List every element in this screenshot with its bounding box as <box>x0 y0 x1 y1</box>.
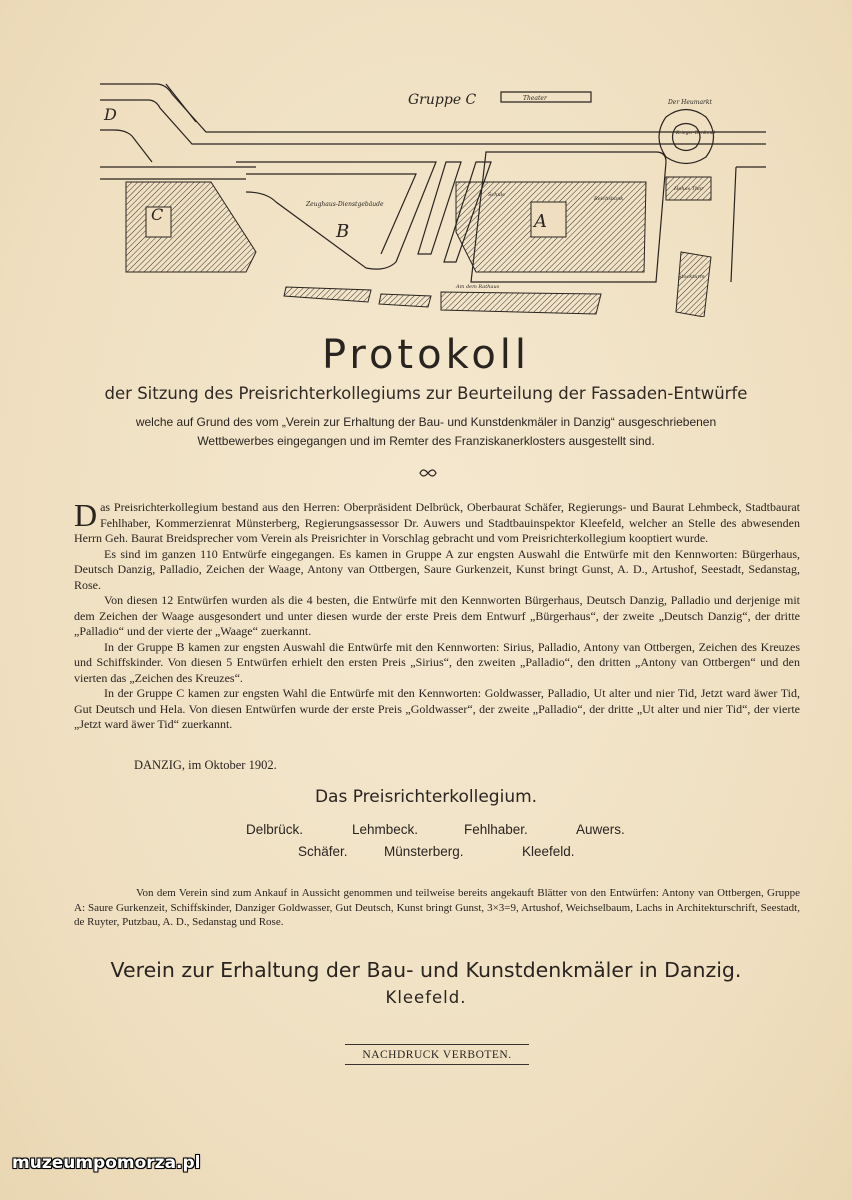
association-name: Verein zur Erhaltung der Bau- und Kunstdenkmäler in Danzig. <box>110 958 742 982</box>
body-paragraph-1-text: as Preisrichterkollegium bestand aus den Herren: Oberpräsident Delbrück, Oberbaurat Schäfer, Regierungs- und Baurat Lehmbeck, Stadtbaurat Fehlhaber, Kommerzienrat Münsterberg, Regierungsassessor Dr. Auwers und Stadtbauinspektor Kleefeld, welcher an Stelle des abwesenden Herrn Geh. Baurat Breidsprecher vom Verein als Preisrichter in Vorschlag gebracht und vom Preisrichterkollegium kooptiert wurde. <box>74 500 800 545</box>
map-label-krieger-denkmal: Krieger-Denkmal <box>676 131 716 136</box>
intro-text <box>110 413 742 451</box>
signature-name: Delbrück. <box>246 822 304 837</box>
signature-name: Lehmbeck. <box>352 822 419 837</box>
map-label-schule: Schule <box>488 192 506 198</box>
watermark: muzeumpomorza.pl <box>12 1153 201 1173</box>
body-paragraph-3: Von diesen 12 Entwürfen wurden als die 4 besten, die Entwürfe mit den Kennworten Bürgerhaus, Deutsch Danzig, Palladio und derjenige mit dem Zeichen der Waage ausgesondert und unter diesen wurde der erste Preis dem Entwurf „Bürgerhaus“, der zweite „Deutsch Danzig“, der dritte „Palladio“ und der vierte der „Waage“ zuerkannt. <box>74 593 800 638</box>
map-label-zeughaus: Zeughaus-Dienstgebäude <box>306 201 384 208</box>
signature-name: Münsterberg. <box>384 844 464 859</box>
intro-line-2: Wettbewerbes eingegangen und im Remter des Franziskanerklosters ausgestellt sind. <box>197 434 655 448</box>
map-label-c: C <box>151 205 164 224</box>
page-subtitle: der Sitzung des Preisrichterkollegiums zur Beurteilung der Fassaden-Entwürfe <box>104 384 748 403</box>
ornament-icon <box>418 466 438 480</box>
body-paragraph-2: Es sind im ganzen 110 Entwürfe eingegangen. Es kamen in Gruppe A zur engsten Auswahl die Entwürfe mit den Kennworten: Bürgerhaus, Deutsch Danzig, Palladio, Zeichen der Waage, Antony van Ottbergen, Saure Gurkenzeit, Kunst bringt Gunst, A. D., Artushof, Seestadt, Sedanstag, Rose. <box>74 546 800 592</box>
page-title: Protokoll <box>321 332 531 378</box>
association-signatory: Kleefeld. <box>385 988 467 1007</box>
map-label-a: A <box>534 211 547 232</box>
site-plan-map <box>96 82 766 317</box>
purchase-note-text: Von dem Verein sind zum Ankauf in Aussicht genommen und teilweise bereits angekauft Blätter von den Entwürfen: Antony van Ottbergen, Gruppe A: Saure Gurkenzeit, Schiffskinder, Danziger Goldwasser, Gut Deutsch, Kunst bringt Gunst, 3×3=9, Artushof, Weichselbaum, Lachs in Architekturschrift, Seestadt, de Ruyter, Putzbau, A. D., Sedanstag und Rose. <box>74 887 800 928</box>
protocol-body <box>74 497 800 733</box>
body-paragraph-1 <box>74 497 800 547</box>
map-label-theater: Theater <box>523 95 547 102</box>
map-label-b: B <box>336 221 350 242</box>
reprint-prohibited-notice: NACHDRUCK VERBOTEN. <box>345 1044 529 1065</box>
drop-cap: D <box>74 497 98 533</box>
map-label-heumarkt: Der Heumarkt <box>668 99 712 106</box>
intro-line-1: welche auf Grund des vom „Verein zur Erhaltung der Bau- und Kunstdenkmäler in Danzig“ ausgeschriebenen <box>135 415 717 429</box>
date-line: DANZIG, im Oktober 1902. <box>134 758 277 772</box>
map-label-am-rathaus: Am dem Rathaus <box>456 284 500 290</box>
signature-name: Auwers. <box>576 822 625 837</box>
body-paragraph-5: In der Gruppe C kamen zur engsten Wahl die Entwürfe mit den Kennworten: Goldwasser, Palladio, Ut alter und nier Tid, Jetzt ward äwer Tid, Gut Deutsch und Hela. Von diesen Entwürfen wurde der erste Preis „Goldwasser“, der zweite „Palladio“, der dritte „Ut alter und nier Tid“, der vierte „Jetzt ward äwer Tid“ zuerkannt. <box>74 686 800 731</box>
signature-name: Schäfer. <box>298 844 348 859</box>
purchase-note <box>74 886 800 930</box>
signature-name: Fehlhaber. <box>464 822 528 837</box>
map-label-hohes-thor: Hohes Thor <box>674 186 704 192</box>
signature-name: Kleefeld. <box>522 844 575 859</box>
map-label-stockturm: Stockturm <box>678 274 705 280</box>
map-label-gruppe-c: Gruppe C <box>408 92 477 108</box>
signature-heading: Das Preisrichterkollegium. <box>314 787 538 807</box>
map-label-reichsbank: Reichsbank <box>594 196 624 202</box>
map-label-d: D <box>104 105 117 124</box>
body-paragraph-4: In der Gruppe B kamen zur engsten Auswahl die Entwürfe mit den Kennworten: Sirius, Palladio, Antony van Ottbergen, Zeichen des Kreuzes und Schiffskinder. Von diesen 5 Entwürfen erhielt den ersten Preis „Sirius“, den zweiten „Palladio“, den dritten „Antony van Ottbergen“ und den vierten das „Zeichen des Kreuzes“. <box>74 639 800 685</box>
